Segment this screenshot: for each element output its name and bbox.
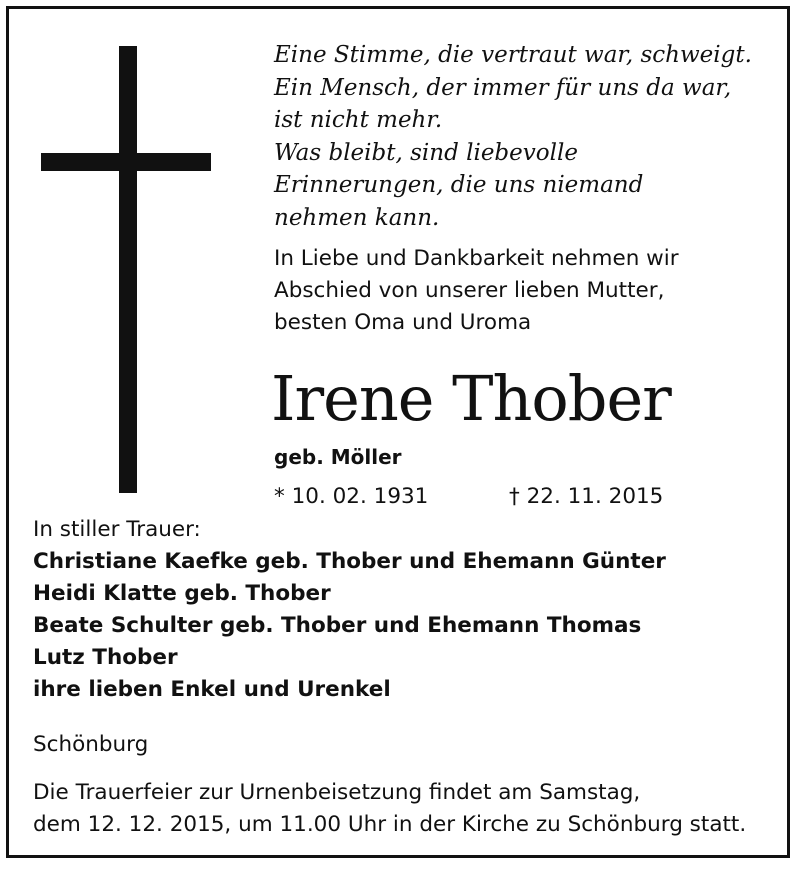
mourner-entry: Beate Schulter geb. Thober und Ehemann Thomas <box>33 613 642 638</box>
mourners-list <box>33 514 793 706</box>
cross-vertical-bar <box>119 46 137 493</box>
farewell-intro <box>274 243 794 339</box>
memorial-poem <box>274 39 794 234</box>
deceased-name: Irene Thober <box>271 362 671 435</box>
intro-line: In Liebe und Dankbarkeit nehmen wir <box>274 246 679 271</box>
mourner-entry: Heidi Klatte geb. Thober <box>33 581 331 606</box>
poem-line: Was bleibt, sind liebevolle <box>274 139 578 166</box>
intro-line: besten Oma und Uroma <box>274 310 532 335</box>
maiden-name: geb. Möller <box>274 445 402 469</box>
service-line: dem 12. 12. 2015, um 11.00 Uhr in der Kirche zu Schönburg statt. <box>33 812 747 837</box>
mourner-entry: Lutz Thober <box>33 645 178 670</box>
cross-horizontal-bar <box>41 153 211 171</box>
obituary-notice <box>6 6 790 858</box>
mourners-lead: In stiller Trauer: <box>33 517 201 542</box>
death-date: † 22. 11. 2015 <box>509 484 664 509</box>
mourner-entry: ihre lieben Enkel und Urenkel <box>33 677 391 702</box>
poem-line: Eine Stimme, die vertraut war, schweigt. <box>274 42 752 68</box>
poem-line: ist nicht mehr. <box>274 107 443 133</box>
intro-line: Abschied von unserer lieben Mutter, <box>274 278 665 303</box>
funeral-service-info <box>33 777 793 841</box>
service-line: Die Trauerfeier zur Urnenbeisetzung findet am Samstag, <box>33 780 641 805</box>
poem-line: Erinnerungen, die uns niemand <box>274 172 644 198</box>
mourner-entry: Christiane Kaefke geb. Thober und Ehemann Günter <box>33 549 666 574</box>
poem-line: nehmen kann. <box>274 204 440 231</box>
poem-line: Ein Mensch, der immer für uns da war, <box>274 74 732 101</box>
place-name: Schönburg <box>33 732 149 757</box>
birth-date: * 10. 02. 1931 <box>274 484 429 509</box>
